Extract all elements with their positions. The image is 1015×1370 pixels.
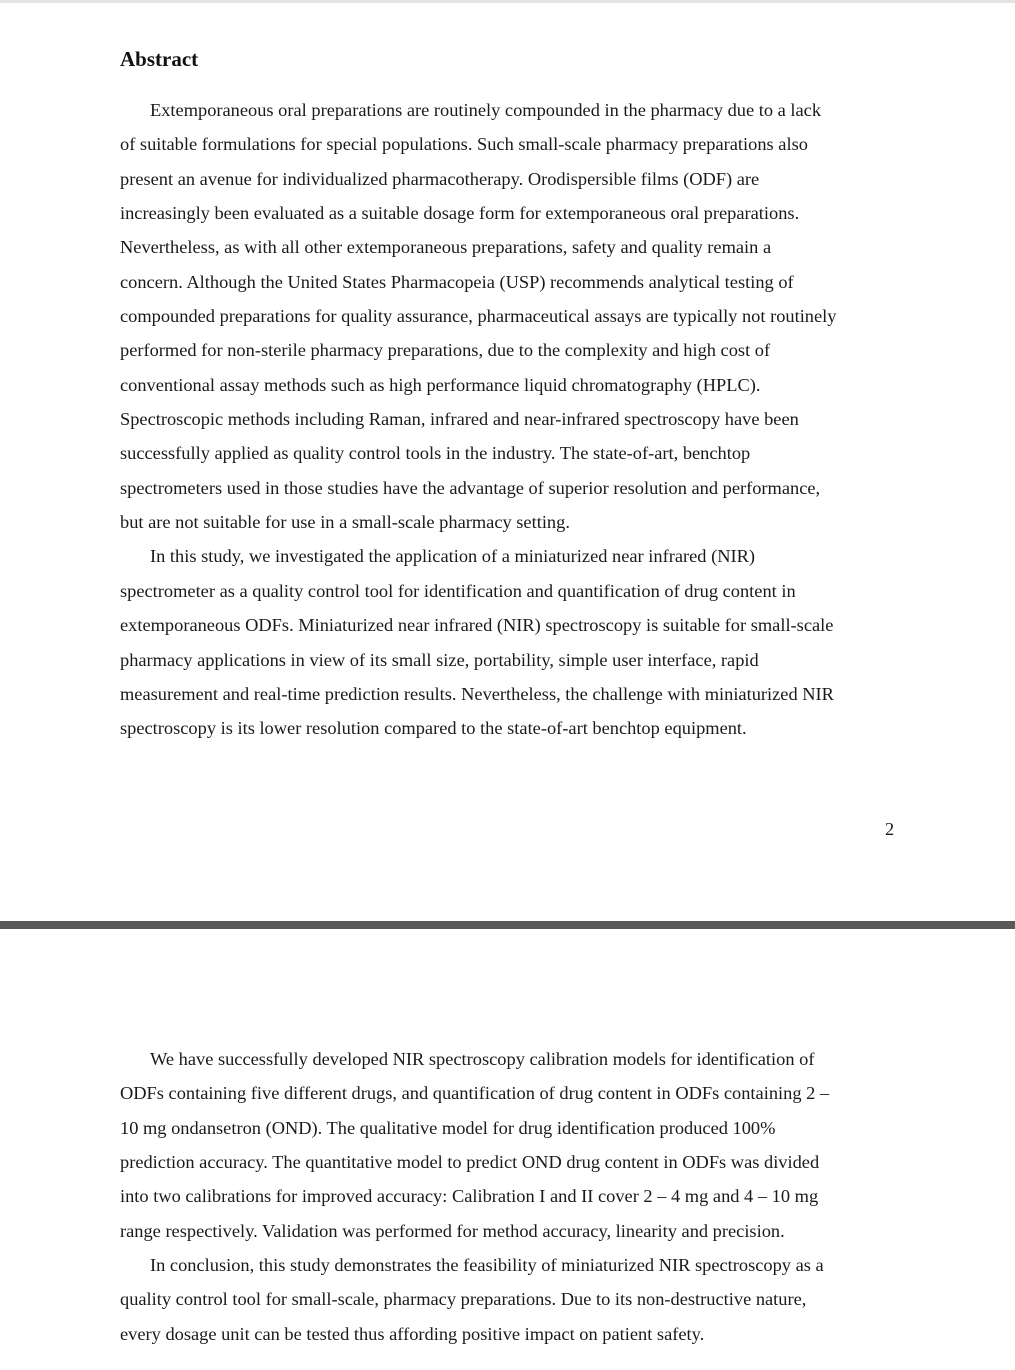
document-page-3 (0, 929, 1015, 1370)
abstract-body-continued (120, 1042, 910, 1351)
abstract-paragraph-4: In conclusion, this study demonstrates the feasibility of miniaturized NIR spectroscopy as a quality control tool for small-scale, pharmacy preparations. Due to its non-destructive nature, every dosage unit can be tested thus affording positive impact on patient safety. (120, 1255, 824, 1344)
abstract-body (120, 93, 910, 746)
abstract-heading: Abstract (120, 47, 199, 71)
page-separator (0, 921, 1015, 929)
abstract-paragraph-1: Extemporaneous oral preparations are routinely compounded in the pharmacy due to a lack of suitable formulations for special populations. Such small-scale pharmacy preparations also present an avenue for individualized pharmacotherapy. Orodispersible films (ODF) are increasingly been evaluated as a suitable dosage form for extemporaneous oral preparations. Nevertheless, as with all other extemporaneous preparations, safety and quality remain a concern. Although the United States Pharmacopeia (USP) recommends analytical testing of compounded preparations for quality assurance, pharmaceutical assays are typically not routinely performed for non-sterile pharmacy preparations, due to the complexity and high cost of conventional assay methods such as high performance liquid chromatography (HPLC). Spectroscopic methods including Raman, infrared and near-infrared spectroscopy have been successfully applied as quality control tools in the industry. The state-of-art, benchtop spectrometers used in those studies have the advantage of superior resolution and performance, but are not suitable for use in a small-scale pharmacy setting. (120, 100, 837, 533)
page-number: 2 (885, 819, 895, 839)
abstract-paragraph-2: In this study, we investigated the application of a miniaturized near infrared (NIR) spectrometer as a quality control tool for identification and quantification of drug content in extemporaneous ODFs. Miniaturized near infrared (NIR) spectroscopy is suitable for small-scale pharmacy applications in view of its small size, portability, simple user interface, rapid measurement and real-time prediction results. Nevertheless, the challenge with miniaturized NIR spectroscopy is its lower resolution compared to the state-of-art benchtop equipment. (120, 546, 834, 739)
abstract-paragraph-3: We have successfully developed NIR spectroscopy calibration models for identification of ODFs containing five different drugs, and quantification of drug content in ODFs containing 2 – 10 mg ondansetron (OND). The qualitative model for drug identification produced 100% prediction accuracy. The quantitative model to predict OND drug content in ODFs was divided into two calibrations for improved accuracy: Calibration I and II cover 2 – 4 mg and 4 – 10 mg range respectively. Validation was performed for method accuracy, linearity and precision. (120, 1049, 830, 1241)
document-page-2 (0, 3, 1015, 921)
